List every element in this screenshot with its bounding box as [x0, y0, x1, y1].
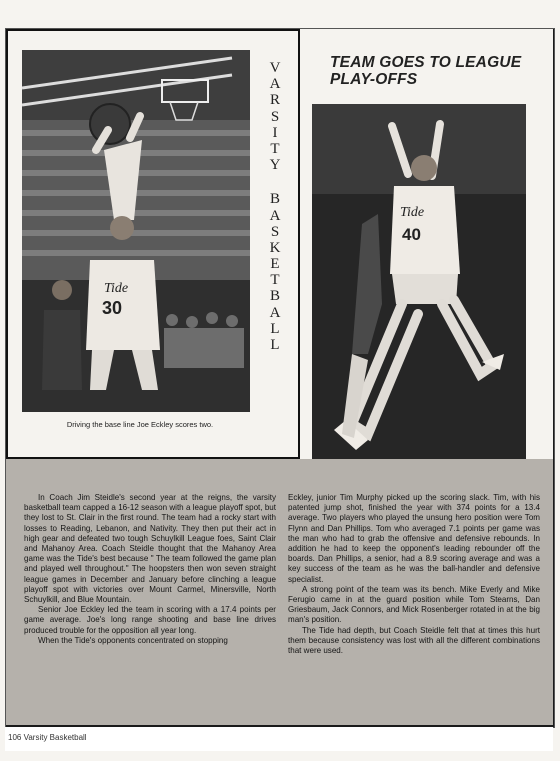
vertical-title-letter: V	[269, 60, 281, 76]
photo-eckley-image	[22, 50, 250, 412]
article-paragraph: The Tide had depth, but Coach Steidle felt that at times this hurt them because consistency was lost with all the different combinations that were used.	[288, 625, 540, 656]
vertical-title-letter: B	[269, 288, 280, 305]
photo2-jersey-name: Tide	[400, 205, 425, 220]
article-headline	[330, 54, 540, 88]
article-paragraph: Senior Joe Eckley led the team in scoring with a 17.4 points per game average. Joe's long range shooting and base line drives produced trouble for the opposition all year long.	[24, 605, 276, 635]
article-column-2	[288, 493, 540, 656]
vertical-title-letter: A	[269, 76, 281, 93]
vertical-title-letter: L	[270, 337, 280, 353]
photo-player-40-image	[312, 104, 526, 460]
vertical-title-letter: Y	[269, 157, 281, 174]
headline-line-2: PLAY-OFFS	[330, 71, 418, 88]
vertical-title-word-varsity	[270, 60, 281, 173]
page-number: 106	[8, 733, 22, 742]
vertical-title-word-basketball	[270, 191, 281, 353]
vertical-title-letter: T	[270, 272, 280, 289]
photo-eckley-layup	[22, 50, 250, 412]
photo1-jersey-name: Tide	[104, 281, 129, 296]
article-paragraph: In Coach Jim Steidle's second year at the reigns, the varsity basketball team capped a 16-12 season with a league playoff spot, but they lost to St. Clair in the first round. The team had a rocky start with losses to Reading, Lebanon, and Nativity. They then put their act in high gear and defeated two tough Schuylkill League foes, Saint Clair and Mahanoy Area. Coach Steidle thought that the Mahanoy Area game was the Tide's best because " The team followed the game plan and played well throughout." The hoopsters then won seven straight league games in December and January before clinching a league playoff spot with victories over Mount Carmel, Minersville, North Schuylkill, and Blue Mountain.	[24, 493, 276, 605]
photo1-jersey-number: 30	[102, 298, 123, 318]
vertical-title-letter: K	[269, 239, 281, 256]
vertical-title-letter: E	[270, 256, 280, 273]
vertical-title-letter: T	[270, 140, 280, 157]
page-footer	[5, 727, 553, 751]
article-paragraph: When the Tide's opponents concentrated on stopping	[38, 635, 228, 645]
article-paragraph: Eckley, junior Tim Murphy picked up the scoring slack. Tim, with his patented jump shot, finished the year with 374 points for a 13.4 average. Two players who played the unsung hero position were Tom Flynn and Dan Phillips. Tom who averaged 7.1 points per game was the man who had to grab the offensive and defensive rebounds. In addition he had to keep the opponent's leading rebounder off the boards. Dan Phillips, a senior, had a 8.9 scoring average and was a key success of the team as he was the ball-handler and defensive specialist.	[288, 493, 540, 584]
vertical-title-letter: R	[269, 92, 280, 109]
article-paragraph: A strong point of the team was its bench. Mike Everly and Mike Ferugio came in at the guard position while Tom Stearns, Dan Griesbaum, Jack Connors, and Mick Rosenberger rotated in at the big man's position.	[288, 584, 540, 625]
vertical-title-letter: I	[272, 124, 278, 141]
vertical-title-letter: S	[270, 108, 280, 125]
vertical-title-letter: A	[269, 304, 281, 321]
vertical-title-letter: L	[270, 320, 280, 337]
vertical-title-letter: A	[269, 207, 281, 224]
photo2-jersey-number: 40	[402, 225, 421, 244]
page-folio	[8, 733, 87, 742]
vertical-section-title	[262, 60, 288, 410]
vertical-title-letter: B	[269, 191, 280, 208]
photo-caption: Driving the base line Joe Eckley scores two.	[66, 420, 214, 429]
vertical-title-letter: S	[270, 223, 280, 240]
photo-player-40-jump	[312, 104, 526, 460]
headline-line-1: TEAM GOES TO LEAGUE	[330, 54, 522, 71]
article-column-1	[24, 493, 276, 646]
folio-section: Varsity Basketball	[23, 733, 87, 742]
